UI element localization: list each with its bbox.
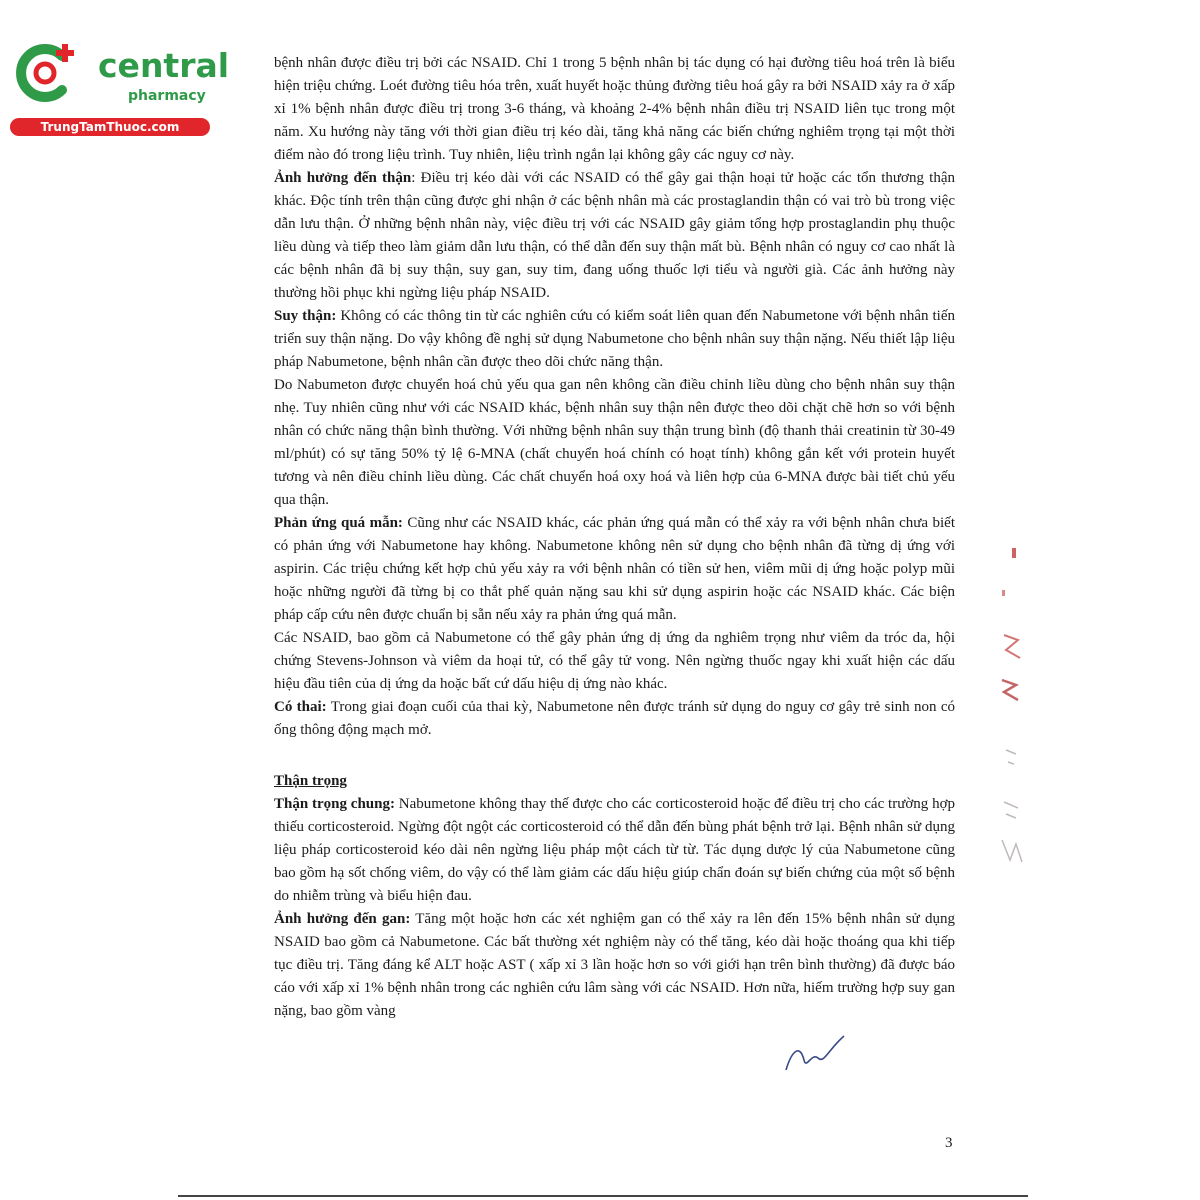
signature-mark-icon [778, 1030, 848, 1080]
paragraph-renal-failure: Suy thận: Không có các thông tin từ các nghiên cứu có kiểm soát liên quan đến Nabumetone với bệnh nhân tiến triển suy thận nặng. Do vậy không đề nghị sử dụng Nabumetone cho bệnh nhân suy thận nặng. Nếu thiết lập liệu pháp Nabumetone, bệnh nhân cần được theo dõi chức năng thận. [274, 308, 955, 370]
central-logo-icon [10, 38, 80, 108]
paragraph-general-precautions: Thận trọng chung: Nabumetone không thay thế được cho các corticosteroid hoặc để điều trị cho các trường hợp thiếu corticosteroid. Ngừng đột ngột các corticosteroid có thể dẫn đến bùng phát bệnh trở lại. Bệnh nhân sử dụng liệu pháp corticosteroid kéo dài nên ngừng liệu pháp một cách từ từ. Tác dụng dược lý của Nabumetone cũng bao gồm hạ sốt chống viêm, do vậy có thể làm giảm các dấu hiệu giúp chẩn đoán sự biến chứng của một số bệnh do nhiễm trùng và biểu hiện đau. [274, 796, 956, 904]
brand-website: TrungTamThuoc.com [10, 118, 210, 136]
brand-subtitle: pharmacy [128, 88, 206, 104]
paragraph-pregnancy: Có thai: Trong giai đoạn cuối của thai kỳ, Nabumetone nên được tránh sử dụng do nguy cơ gây trẻ sinh non có ống thông động mạch mở. [274, 699, 955, 738]
page-number: 3 [945, 1135, 953, 1151]
paragraph-label: Thận trọng chung: [274, 796, 395, 812]
bottom-rule [178, 1195, 1028, 1197]
central-pharmacy-logo [10, 36, 230, 136]
document-body [274, 52, 955, 1023]
brand-name: central [98, 46, 230, 85]
section-title-precautions: Thận trọng [274, 773, 347, 789]
paragraph-gi-effects: bệnh nhân được điều trị bởi các NSAID. Chỉ 1 trong 5 bệnh nhân bị tác dụng có hại đường tiêu hoá trên là biểu hiện triệu chứng. Loét đường tiêu hóa trên, xuất huyết hoặc thủng đường tiêu hoá gây ra bởi NSAID xảy ra ở xấp xỉ 1% bệnh nhân được điều trị trong 3-6 tháng, và khoảng 2-4% bệnh nhân điều trị NSAID liên tục trong một năm. Xu hướng này tăng với thời gian điều trị kéo dài, tăng khả năng các biến chứng nghiêm trọng tại một thời điểm nào đó trong liệu trình. Tuy nhiên, liệu trình ngắn lại không gây các nguy cơ này. [274, 55, 955, 163]
paragraph-renal-effects: Ảnh hưởng đến thận: Điều trị kéo dài với các NSAID có thể gây gai thận hoại tử hoặc các tổn thương thận khác. Độc tính trên thận cũng được ghi nhận ở các bệnh nhân mà các prostaglandin thận có vai trò bù trong việc dẫn lưu thận. Ở những bệnh nhân này, việc điều trị với các NSAID gây giảm tổng hợp prostaglandin phụ thuộc liều dùng và tiếp theo làm giảm dẫn lưu thận, có thể dẫn đến suy thận mất bù. Bệnh nhân có nguy cơ cao nhất là các bệnh nhân đã bị suy thận, suy gan, suy tim, đang uống thuốc lợi tiểu và người già. Các ảnh hưởng này thường hồi phục khi ngừng liệu pháp NSAID. [274, 170, 955, 301]
paragraph-label: Suy thận: [274, 308, 337, 324]
margin-stamp-marks-icon [996, 540, 1026, 890]
paragraph-label: Ảnh hưởng đến gan: [274, 911, 411, 927]
paragraph-label: Có thai: [274, 699, 327, 715]
paragraph-skin-reactions: Các NSAID, bao gồm cả Nabumetone có thể gây phản ứng dị ứng da nghiêm trọng như viêm da tróc da, hội chứng Stevens-Johnson và viêm da hoại tử, có thể gây tử vong. Nên ngừng thuốc ngay khi xuất hiện các dấu hiệu đầu tiên của dị ứng da hoặc bất cứ dấu hiệu dị ứng nào khác. [274, 630, 955, 692]
paragraph-label: Ảnh hưởng đến thận [274, 170, 412, 186]
paragraph-renal-dosing: Do Nabumeton được chuyển hoá chủ yếu qua gan nên không cần điều chỉnh liều dùng cho bệnh nhân suy thận nhẹ. Tuy nhiên cũng như với các NSAID khác, bệnh nhân suy thận nên được theo dõi chặt chẽ hơn so với bệnh nhân có chức năng thận bình thường. Với những bệnh nhân suy thận trung bình (độ thanh thải creatinin từ 30-49 ml/phút) có sự tăng 50% tỷ lệ 6-MNA (chất chuyển hoá chính có hoạt tính) không gắn kết với protein huyết tương và nên điều chỉnh liều dùng. Các chất chuyển hoá oxy hoá và liên hợp của 6-MNA được bài tiết chủ yếu qua thận. [274, 377, 955, 508]
paragraph-hypersensitivity: Phản ứng quá mẫn: Cũng như các NSAID khác, các phản ứng quá mẫn có thể xảy ra với bệnh nhân chưa biết có phản ứng với Nabumetone hay không. Nabumetone không nên sử dụng cho bệnh nhân đã từng dị ứng với aspirin. Các triệu chứng kết hợp chủ yếu xảy ra với bệnh nhân có tiền sử hen, viêm mũi dị ứng hoặc polyp mũi hoặc những người đã từng bị co thắt phế quản nặng sau khi sử dụng aspirin hoặc các NSAID khác. Các biện pháp cấp cứu nên được chuẩn bị sẵn nếu xảy ra phản ứng quá mẫn. [274, 515, 955, 623]
paragraph-hepatic-effects: Ảnh hưởng đến gan: Tăng một hoặc hơn các xét nghiệm gan có thể xảy ra lên đến 15% bệnh nhân sử dụng NSAID bao gồm cả Nabumetone. Các bất thường xét nghiệm này có thể tăng, kéo dài hoặc thoáng qua khi tiếp tục điều trị. Tăng đáng kể ALT hoặc AST ( xấp xỉ 3 lần hoặc hơn so với giới hạn trên bình thường) đã được báo cáo với xấp xỉ 1% bệnh nhân trong các nghiên cứu lâm sàng với các NSAID. Hơn nữa, hiếm trường hợp suy gan nặng, bao gồm vàng [274, 911, 955, 1019]
paragraph-label: Phản ứng quá mẫn: [274, 515, 403, 531]
